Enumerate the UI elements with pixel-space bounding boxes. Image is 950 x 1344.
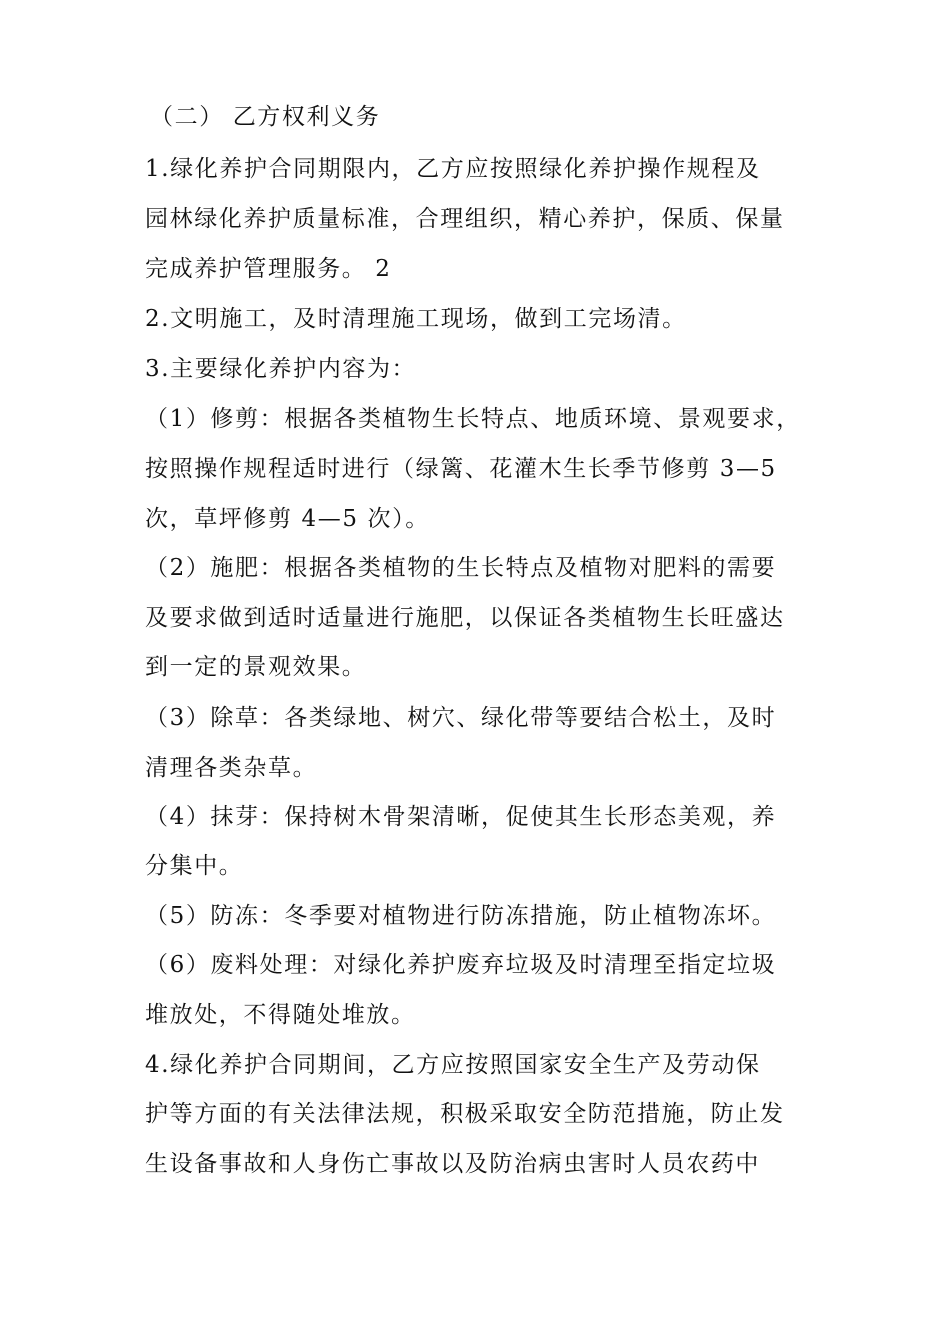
paragraph-line: 1.绿化养护合同期限内，乙方应按照绿化养护操作规程及 <box>145 156 761 182</box>
paragraph-line: 3.主要绿化养护内容为： <box>145 356 417 382</box>
paragraph-line: 园林绿化养护质量标准，合理组织，精心养护，保质、保量 <box>145 206 785 232</box>
paragraph-line: （4）抹芽：保持树木骨架清晰，促使其生长形态美观，养 <box>145 804 777 830</box>
paragraph-line: （5）防冻：冬季要对植物进行防冻措施，防止植物冻坏。 <box>145 903 777 929</box>
paragraph-line: 及要求做到适时适量进行施肥，以保证各类植物生长旺盛达 <box>145 605 785 631</box>
paragraph-line: 2.文明施工，及时清理施工现场，做到工完场清。 <box>145 306 687 332</box>
paragraph-line: 分集中。 <box>145 853 244 879</box>
paragraph-line: 完成养护管理服务。 2 <box>145 256 392 282</box>
paragraph-line: 堆放处，不得随处堆放。 <box>145 1002 416 1028</box>
paragraph-line: 按照操作规程适时进行（绿篱、花灌木生长季节修剪 3—5 <box>145 456 777 482</box>
paragraph-line: 生设备事故和人身伤亡事故以及防治病虫害时人员农药中 <box>145 1151 760 1177</box>
section-heading: （二） 乙方权利义务 <box>150 104 381 130</box>
paragraph-line: （6）废料处理：对绿化养护废弃垃圾及时清理至指定垃圾 <box>145 952 777 978</box>
paragraph-line: 4.绿化养护合同期间，乙方应按照国家安全生产及劳动保 <box>145 1052 761 1078</box>
paragraph-line: 清理各类杂草。 <box>145 755 318 781</box>
paragraph-line: 次，草坪修剪 4—5 次）。 <box>145 506 430 532</box>
paragraph-line: 护等方面的有关法律法规，积极采取安全防范措施，防止发 <box>145 1101 785 1127</box>
paragraph-line: （2）施肥：根据各类植物的生长特点及植物对肥料的需要 <box>145 555 777 581</box>
paragraph-line: 到一定的景观效果。 <box>145 654 367 680</box>
paragraph-line: （1）修剪：根据各类植物生长特点、地质环境、景观要求， <box>145 406 801 432</box>
paragraph-line: （3）除草：各类绿地、树穴、绿化带等要结合松土，及时 <box>145 705 777 731</box>
